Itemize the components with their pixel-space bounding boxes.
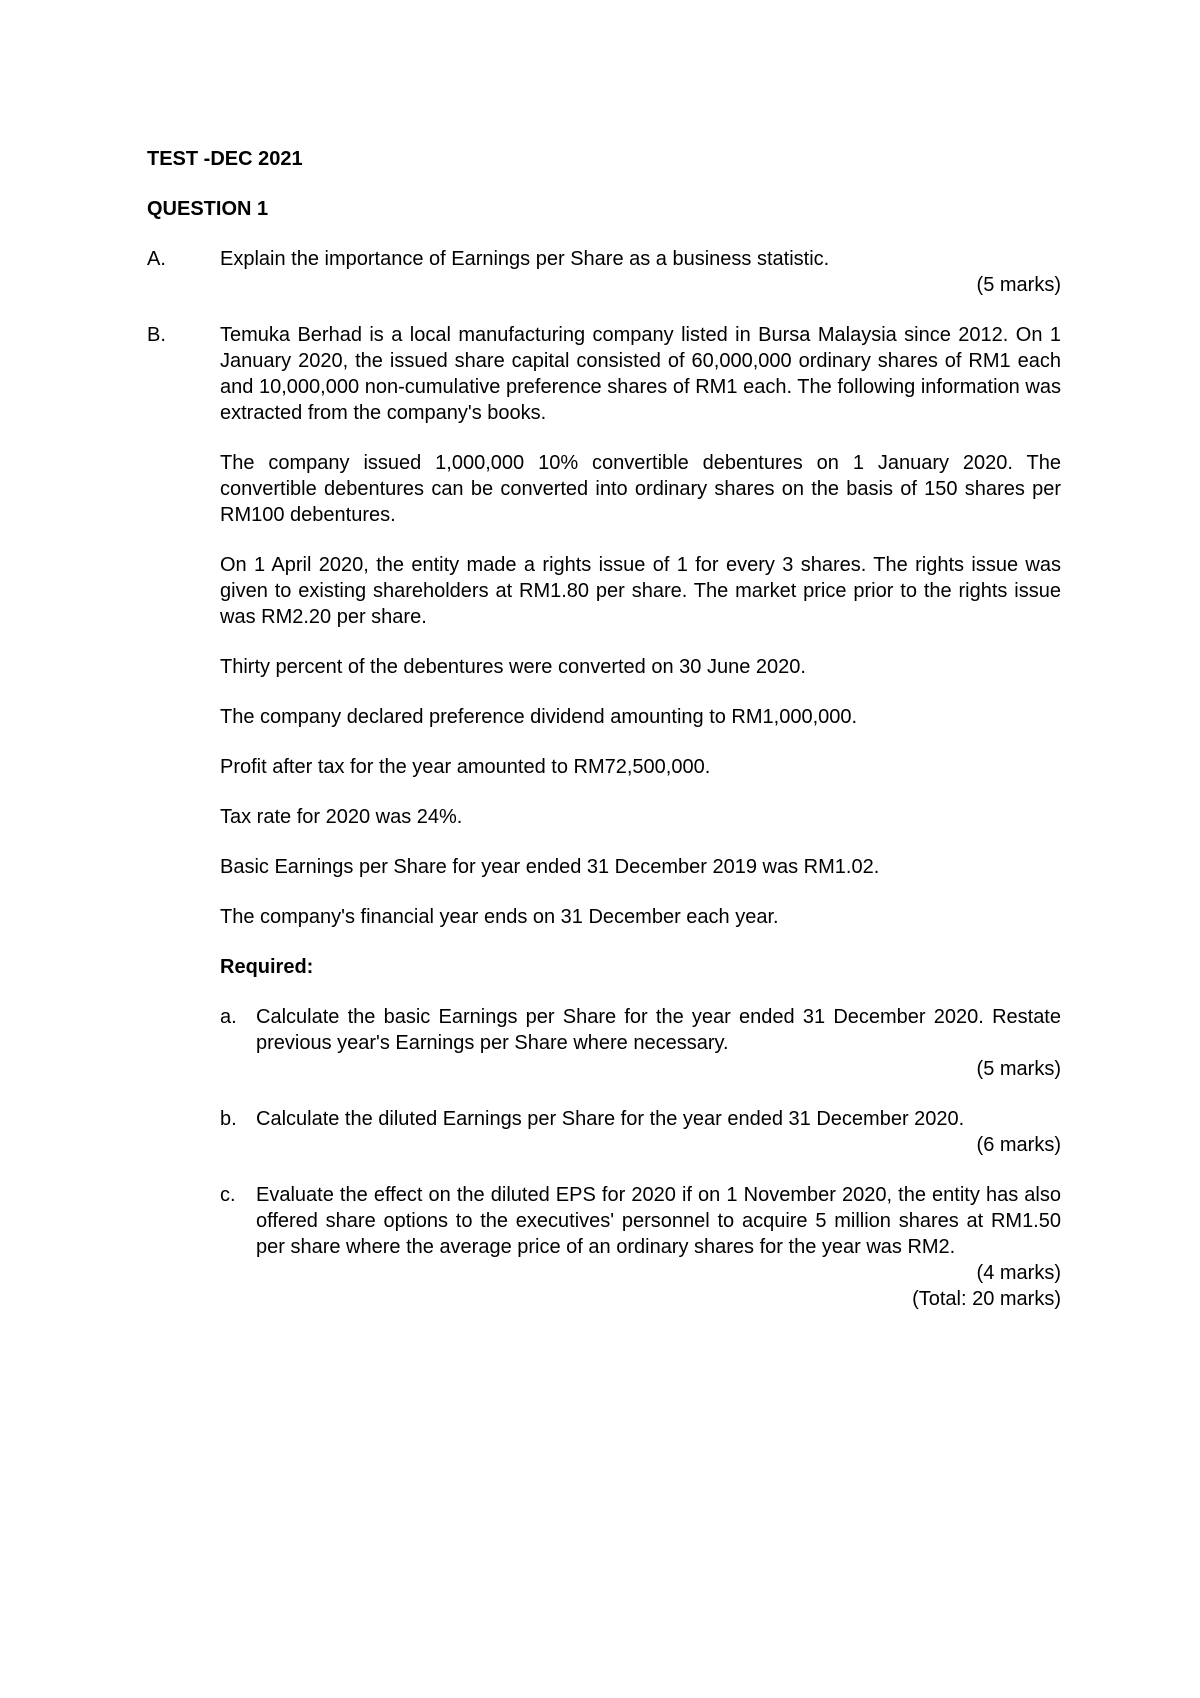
eps-2019-paragraph: Basic Earnings per Share for year ended 31 December 2019 was RM1.02. xyxy=(220,856,880,878)
conversion-paragraph: Thirty percent of the debentures were converted on 30 June 2020. xyxy=(220,656,806,678)
debentures-paragraph: The company issued 1,000,000 10% convertible debentures on 1 January 2020. The convertible debentures can be converted into ordinary shares on the basis of 150 shares per RM100 debentures. xyxy=(220,452,1061,526)
part-a-marks: (5 marks) xyxy=(976,274,1061,296)
year-end-paragraph: The company's financial year ends on 31 December each year. xyxy=(220,906,779,928)
test-title: TEST -DEC 2021 xyxy=(147,148,303,170)
question-title: QUESTION 1 xyxy=(147,198,269,220)
profit-paragraph: Profit after tax for the year amounted to RM72,500,000. xyxy=(220,756,711,778)
part-b-intro: Temuka Berhad is a local manufacturing company listed in Bursa Malaysia since 2012. On 1 January 2020, the issued share capital consisted of 60,000,000 ordinary shares of RM1 each and 10,000,000 non-cumulative preference shares of RM1 each. The following information was extracted from the company's books. xyxy=(220,324,1061,424)
exam-page xyxy=(147,146,1061,1312)
tax-paragraph: Tax rate for 2020 was 24%. xyxy=(220,806,463,828)
dividend-paragraph: The company declared preference dividend amounting to RM1,000,000. xyxy=(220,706,858,728)
total-marks: (Total: 20 marks) xyxy=(912,1288,1061,1310)
rights-issue-paragraph: On 1 April 2020, the entity made a rights issue of 1 for every 3 shares. The rights issue was given to existing shareholders at RM1.80 per share. The market price prior to the rights issue was RM2.20 per share. xyxy=(220,554,1061,628)
sub-question-a xyxy=(220,1004,1061,1082)
sub-question-b-label: b. xyxy=(220,1108,237,1130)
sub-question-c-marks: (4 marks) xyxy=(976,1262,1061,1284)
part-b-label: B. xyxy=(147,324,166,346)
sub-question-b xyxy=(220,1106,1061,1158)
sub-question-a-marks: (5 marks) xyxy=(976,1058,1061,1080)
sub-question-b-marks: (6 marks) xyxy=(976,1134,1061,1156)
part-a xyxy=(147,246,1061,298)
sub-question-c xyxy=(220,1182,1061,1312)
part-a-text: Explain the importance of Earnings per Share as a business statistic. xyxy=(220,248,830,270)
required-label: Required: xyxy=(220,956,314,978)
part-b xyxy=(147,322,1061,1312)
part-a-body xyxy=(220,246,1061,298)
part-b-body xyxy=(220,322,1061,1312)
sub-question-b-text: Calculate the diluted Earnings per Share for the year ended 31 December 2020. xyxy=(256,1108,965,1130)
sub-question-c-label: c. xyxy=(220,1184,236,1206)
sub-question-a-text: Calculate the basic Earnings per Share for the year ended 31 December 2020. Restate previous year's Earnings per Share where necessary. xyxy=(256,1006,1061,1054)
sub-question-c-text: Evaluate the effect on the diluted EPS for 2020 if on 1 November 2020, the entity has also offered share options to the executives' personnel to acquire 5 million shares at RM1.50 per share where the average price of an ordinary shares for the year was RM2. xyxy=(256,1184,1061,1258)
sub-question-a-label: a. xyxy=(220,1006,237,1028)
part-a-label: A. xyxy=(147,248,166,270)
